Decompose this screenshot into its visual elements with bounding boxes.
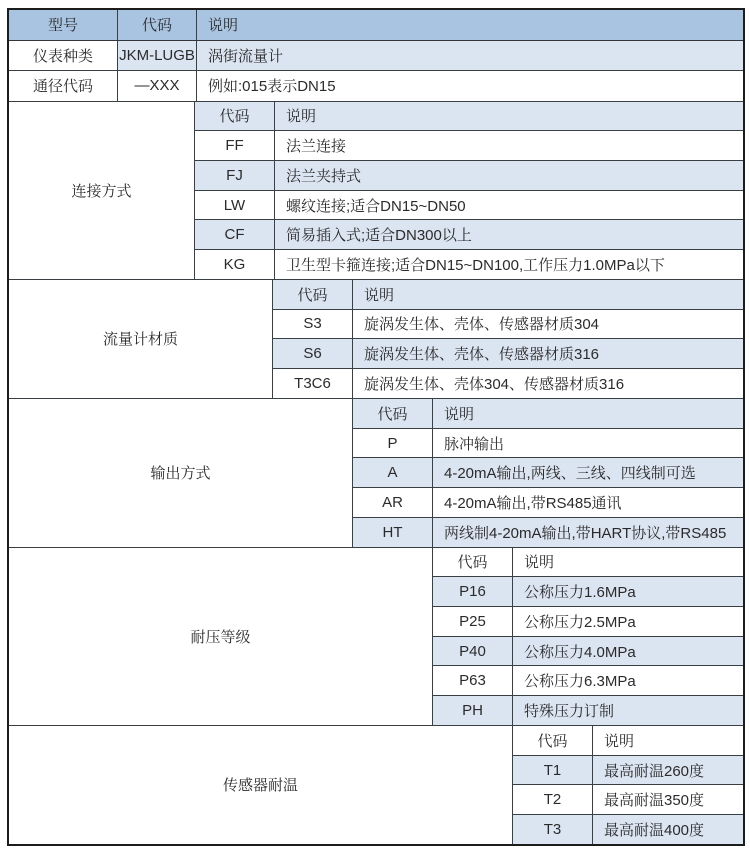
table-row (513, 815, 743, 844)
row-desc: 两线制4-20mA输出,带HART协议,带RS485 (444, 524, 727, 542)
row-desc: 公称压力6.3MPa (524, 673, 636, 691)
section-output-mode (9, 399, 743, 548)
row-desc: 公称压力2.5MPa (524, 613, 636, 631)
sub-header-desc: 说明 (364, 286, 395, 304)
row-code: P (353, 429, 433, 458)
table-row (433, 607, 743, 637)
table-row (273, 369, 743, 398)
table-row (513, 756, 743, 786)
section-temperature-label: 传感器耐温 (9, 726, 513, 844)
table-row (353, 458, 743, 488)
row-desc: 公称压力1.6MPa (524, 584, 636, 602)
diameter-code-label: 通径代码 (9, 71, 118, 101)
row-desc: 简易插入式;适合DN300以上 (286, 227, 472, 245)
sub-header-desc: 说明 (524, 554, 555, 572)
table-row (433, 577, 743, 607)
table-row (513, 785, 743, 815)
row-code: FF (195, 131, 275, 160)
row-code: T3 (513, 815, 593, 844)
row-code: LW (195, 191, 275, 220)
model-selection-table (7, 8, 745, 846)
sub-header-code: 代码 (195, 102, 275, 131)
row-code: PH (433, 696, 513, 725)
row-desc: 脉冲输出 (444, 435, 505, 453)
section-connection-type (9, 102, 743, 280)
table-row-diameter-code (9, 71, 743, 102)
row-code: T2 (513, 785, 593, 814)
table-row-instrument-type (9, 41, 743, 72)
table-row (353, 518, 743, 547)
table-row (195, 191, 743, 221)
header-model: 型号 (9, 10, 118, 40)
row-desc: 旋涡发生体、壳体304、传感器材质316 (364, 376, 625, 394)
row-desc: 法兰夹持式 (286, 167, 362, 185)
sub-header-row (433, 548, 743, 578)
row-code: HT (353, 518, 433, 547)
row-code: AR (353, 488, 433, 517)
instrument-type-code: JKM-LUGB (118, 41, 197, 71)
table-row (433, 696, 743, 725)
row-code: P16 (433, 577, 513, 606)
row-code: S6 (273, 339, 353, 368)
sub-header-desc: 说明 (604, 732, 635, 750)
table-row (353, 429, 743, 459)
header-code: 代码 (118, 10, 197, 40)
row-desc: 最高耐温400度 (604, 822, 705, 840)
instrument-type-desc: 涡街流量计 (197, 41, 743, 71)
table-row (273, 339, 743, 369)
table-row (433, 637, 743, 667)
row-desc: 4-20mA输出,带RS485通讯 (444, 495, 622, 513)
sub-header-row (353, 399, 743, 429)
table-row (195, 250, 743, 279)
table-row (273, 310, 743, 340)
section-material-label: 流量计材质 (9, 280, 273, 398)
row-desc: 旋涡发生体、壳体、传感器材质304 (364, 316, 600, 334)
row-code: T3C6 (273, 369, 353, 398)
table-row (195, 131, 743, 161)
row-code: S3 (273, 310, 353, 339)
row-code: FJ (195, 161, 275, 190)
section-body-material (9, 280, 743, 399)
section-output-label: 输出方式 (9, 399, 353, 547)
section-sensor-temperature (9, 726, 743, 844)
table-row (195, 161, 743, 191)
row-desc: 最高耐温350度 (604, 792, 705, 810)
section-pressure-label: 耐压等级 (9, 548, 433, 725)
row-desc: 特殊压力订制 (524, 702, 615, 720)
sub-header-code: 代码 (273, 280, 353, 309)
row-desc: 4-20mA输出,两线、三线、四线制可选 (444, 465, 696, 483)
sub-header-code: 代码 (433, 548, 513, 577)
table-row (353, 488, 743, 518)
sub-header-row (195, 102, 743, 132)
section-pressure-rating (9, 548, 743, 726)
row-code: T1 (513, 756, 593, 785)
section-connection-label: 连接方式 (9, 102, 195, 279)
row-code: P25 (433, 607, 513, 636)
sub-header-desc: 说明 (286, 108, 317, 126)
sub-header-code: 代码 (353, 399, 433, 428)
row-code: P40 (433, 637, 513, 666)
sub-header-code: 代码 (513, 726, 593, 755)
row-desc: 卫生型卡箍连接;适合DN15~DN100,工作压力1.0MPa以下 (286, 256, 665, 274)
row-code: KG (195, 250, 275, 279)
instrument-type-label: 仪表种类 (9, 41, 118, 71)
header-desc: 说明 (208, 17, 239, 35)
diameter-code-code: —XXX (118, 71, 197, 101)
row-code: A (353, 458, 433, 487)
row-desc: 旋涡发生体、壳体、传感器材质316 (364, 346, 600, 364)
diameter-code-desc: 例如:015表示DN15 (197, 71, 743, 101)
table-header-row (9, 10, 743, 41)
row-desc: 螺纹连接;适合DN15~DN50 (286, 197, 466, 215)
row-desc: 公称压力4.0MPa (524, 643, 636, 661)
table-row (433, 666, 743, 696)
row-desc: 最高耐温260度 (604, 762, 705, 780)
row-code: P63 (433, 666, 513, 695)
table-row (195, 220, 743, 250)
row-code: CF (195, 220, 275, 249)
sub-header-row (513, 726, 743, 756)
sub-header-desc: 说明 (444, 405, 475, 423)
sub-header-row (273, 280, 743, 310)
row-desc: 法兰连接 (286, 138, 347, 156)
